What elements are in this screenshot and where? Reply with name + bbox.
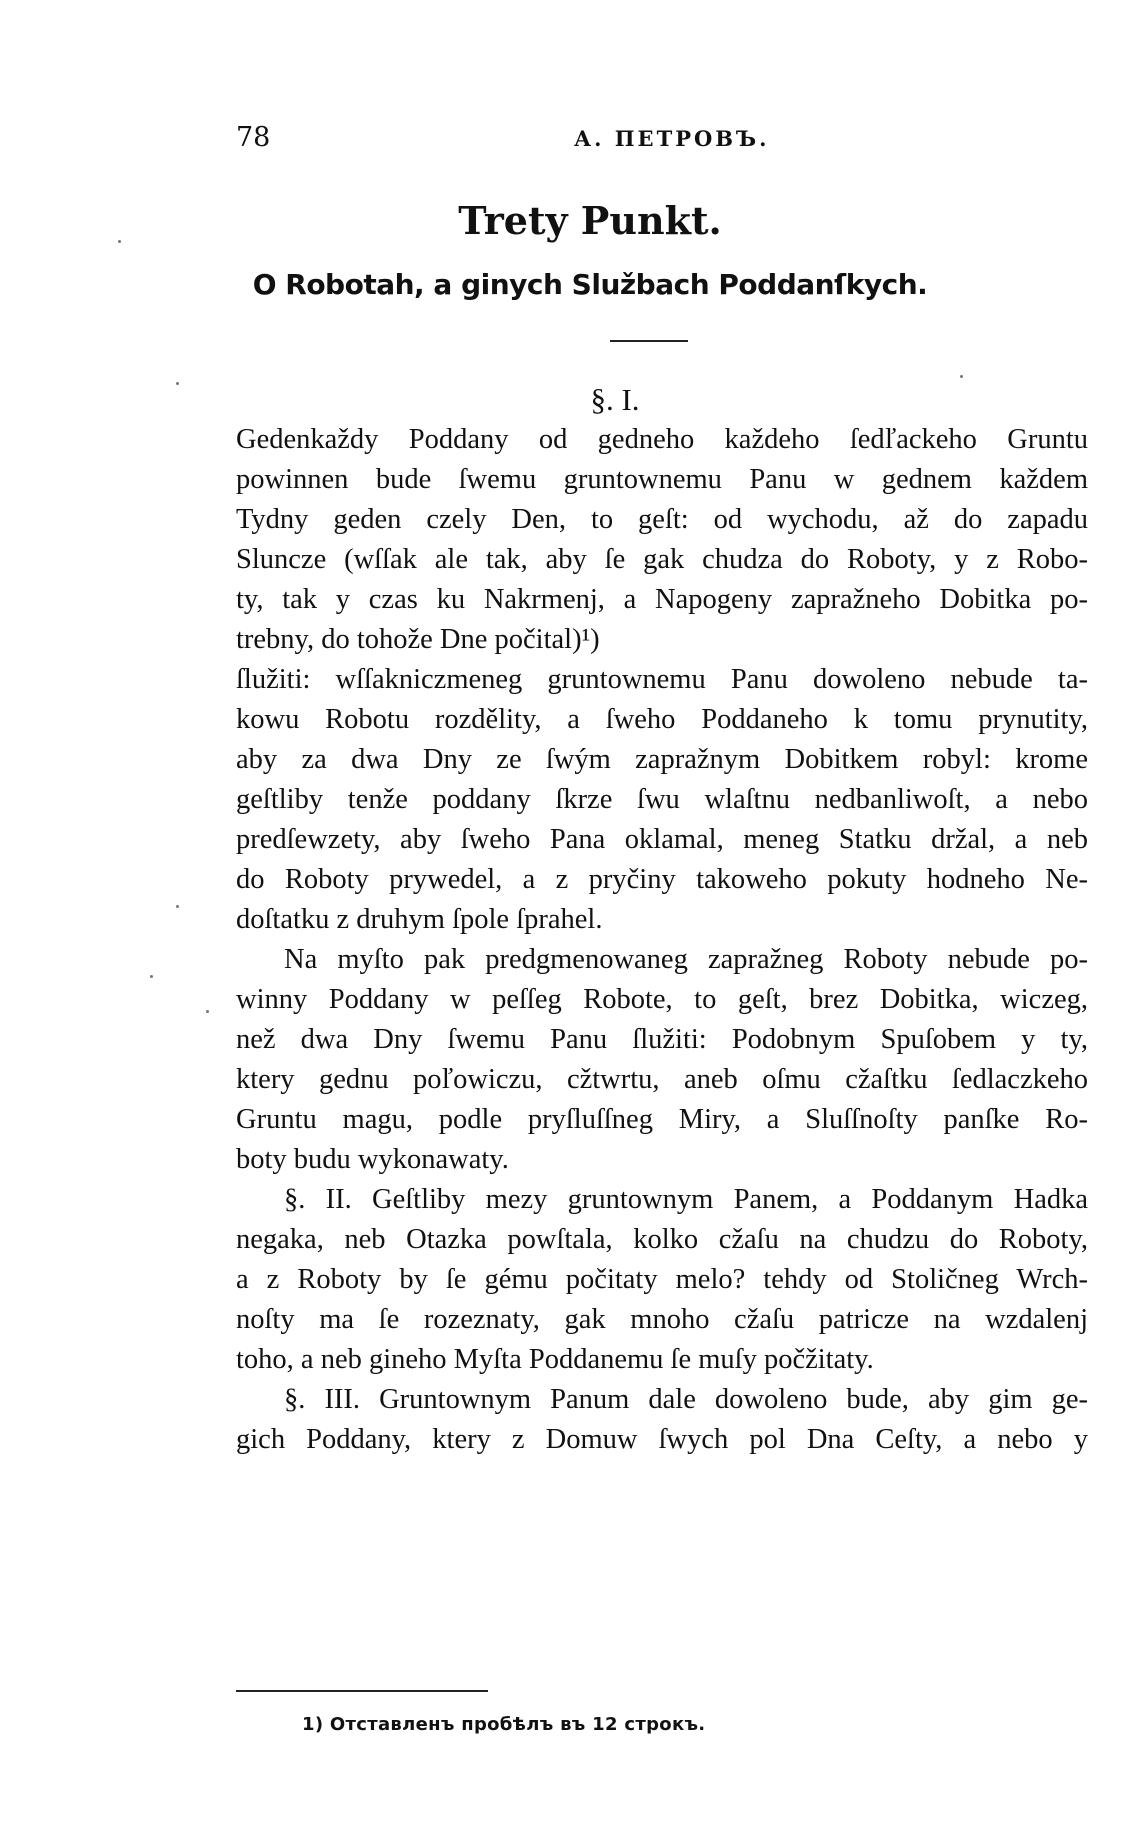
chapter-subtitle: O Robotah, a ginych Službach Poddanſkych. [252, 268, 928, 301]
chapter-title: Trety Punkt. [458, 198, 722, 243]
footnote-divider [236, 1690, 488, 1692]
paper-speck [150, 975, 153, 978]
body-line: do Roboty prywedel, a z pryčiny takoweho pokuty hodneho Ne- [236, 864, 1088, 895]
body-line: predſewzety, aby ſweho Pana oklamal, meneg Statku držal, a neb [236, 824, 1088, 855]
body-line: Tydny geden czely Den, to geſt: od wychodu, až do zapadu [236, 504, 1088, 535]
running-title: А. ПЕТРОВЪ. [574, 126, 770, 151]
body-line: negaka, neb Otazka powſtala, kolko cžaſu na chudzu do Roboty, [236, 1224, 1088, 1255]
body-line: geſtliby tenže poddany ſkrze ſwu wlaſtnu nedbanliwoſt, a nebo [236, 784, 1088, 815]
body-line: Na myſto pak predgmenowaneg zapražneg Roboty nebude po- [284, 944, 1088, 975]
title-divider [610, 340, 688, 342]
paper-speck [118, 240, 121, 243]
body-line: noſty ma ſe rozeznaty, gak mnoho cžaſu patricze na wzdalenj [236, 1304, 1088, 1335]
paper-speck [176, 382, 179, 385]
body-line: trebny, do tohože Dne počital)¹) [236, 624, 600, 655]
body-line: než dwa Dny ſwemu Panu ſlužiti: Podobnym Spuſobem y ty, [236, 1024, 1088, 1055]
body-line: §. III. Gruntownym Panum dale dowoleno bude, aby gim ge- [284, 1384, 1088, 1415]
paper-speck [206, 1010, 209, 1013]
body-line: kowu Robotu rozdělity, a ſweho Poddaneho k tomu prynutity, [236, 704, 1088, 735]
body-line: boty budu wykonawaty. [236, 1144, 509, 1175]
body-line: ktery gednu poľowiczu, cžtwrtu, aneb oſmu cžaſtku ſedlaczkeho [236, 1064, 1088, 1095]
body-line: Sluncze (wſſak ale tak, aby ſe gak chudza do Roboty, y z Robo- [236, 544, 1088, 575]
body-text [236, 420, 1088, 1460]
page-number: 78 [236, 122, 271, 153]
body-line: §. II. Geſtliby mezy gruntownym Panem, a Poddanym Hadka [284, 1184, 1088, 1215]
running-head [236, 122, 1096, 162]
body-line: ty, tak y czas ku Nakrmenj, a Napogeny zapražneho Dobitka po- [236, 584, 1088, 615]
paper-speck [960, 375, 963, 378]
body-line: Gruntu magu, podle pryſluſſneg Miry, a Sluſſnoſty panſke Ro- [236, 1104, 1088, 1135]
footnote: 1) Отставленъ пробѣлъ въ 12 строкъ. [302, 1714, 706, 1735]
body-line: winny Poddany w peſſeg Robote, to geſt, brez Dobitka, wiczeg, [236, 984, 1088, 1015]
section-mark: §. I. [590, 382, 640, 417]
body-line: a z Roboty by ſe gému počitaty melo? tehdy od Stoličneg Wrch- [236, 1264, 1088, 1295]
body-line: powinnen bude ſwemu gruntownemu Panu w gednem každem [236, 464, 1088, 495]
body-line: Gedenkaždy Poddany od gedneho každeho ſedľackeho Gruntu [236, 424, 1088, 455]
body-line: gich Poddany, ktery z Domuw ſwych pol Dna Ceſty, a nebo y [236, 1424, 1088, 1455]
body-line: doſtatku z druhym ſpole ſprahel. [236, 904, 603, 935]
body-line: aby za dwa Dny ze ſwým zapražnym Dobitkem robyl: krome [236, 744, 1088, 775]
body-line: ſlužiti: wſſakniczmeneg gruntownemu Panu dowoleno nebude ta- [236, 664, 1088, 695]
paper-speck [176, 905, 179, 908]
body-line: toho, a neb gineho Myſta Poddanemu ſe muſy počžitaty. [236, 1344, 874, 1375]
